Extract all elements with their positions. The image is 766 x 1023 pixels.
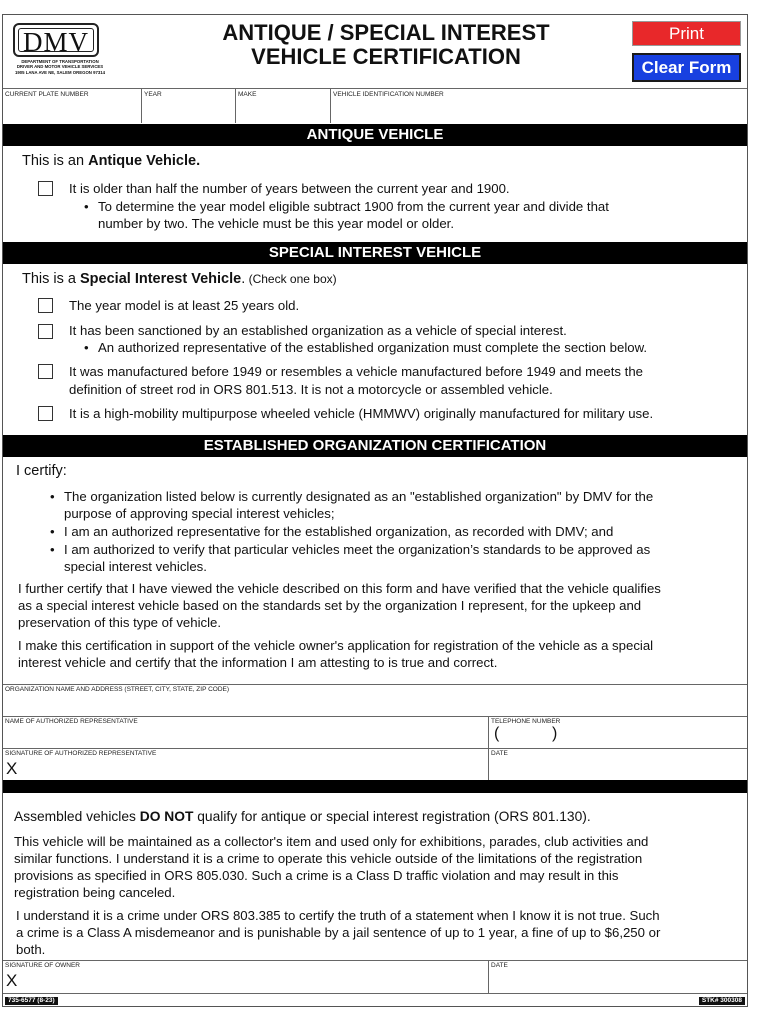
antique-intro: This is an Antique Vehicle.: [22, 153, 201, 169]
divider: [3, 960, 747, 961]
telephone-close-paren: ): [552, 725, 558, 742]
org-name-address-field[interactable]: [4, 695, 746, 715]
rep-name-label: NAME OF AUTHORIZED REPRESENTATIVE: [5, 718, 138, 725]
antique-section-header: ANTIQUE VEHICLE: [3, 124, 747, 146]
antique-bullet-line2: number by two. The vehicle must be this year model or older.: [98, 216, 454, 231]
owner-paragraph2-line1: I understand it is a crime under ORS 803.385 to certify the truth of a statement when I know it is not true. Such: [16, 908, 660, 923]
special-intro: This is a Special Interest Vehicle. (Check one box): [22, 271, 337, 287]
special-checkbox-street-rod[interactable]: [38, 364, 53, 379]
make-field[interactable]: [236, 100, 329, 122]
owner-paragraph1-line4: registration being canceled.: [14, 885, 176, 900]
certify-bullet1-line1: • The organization listed below is currently designated as an "established organization" by DMV for the: [64, 488, 653, 505]
section-separator-bar: [3, 780, 747, 793]
divider: [488, 960, 489, 993]
divider: [3, 88, 747, 89]
owner-date-field[interactable]: [490, 971, 746, 992]
rep-signature-label: SIGNATURE OF AUTHORIZED REPRESENTATIVE: [5, 750, 157, 757]
divider: [3, 748, 747, 749]
special-option2-bullet: • An authorized representative of the established organization must complete the section below.: [98, 339, 647, 356]
clear-form-button[interactable]: Clear Form: [632, 53, 741, 82]
certify-paragraph2-line2: interest vehicle and certify that the information I am attesting to is true and correct.: [18, 655, 498, 670]
telephone-label: TELEPHONE NUMBER: [491, 718, 561, 725]
print-button[interactable]: Print: [632, 21, 741, 46]
certify-paragraph1-line1: I further certify that I have viewed the vehicle described on this form and have verified that the vehicle qualifies: [18, 581, 661, 596]
owner-paragraph1-line2: similar functions. I understand it is a crime to operate this vehicle outside of the limitations of the registration: [14, 851, 643, 866]
certify-heading: I certify:: [16, 463, 67, 479]
antique-option-text: It is older than half the number of years between the current year and 1900.: [69, 181, 510, 196]
rep-name-field[interactable]: [4, 727, 487, 747]
special-section-header: SPECIAL INTEREST VEHICLE: [3, 242, 747, 264]
special-checkbox-hmmwv[interactable]: [38, 406, 53, 421]
certify-bullet2: • I am an authorized representative for the established organization, as recorded with DMV; and: [64, 523, 613, 540]
special-option4-text: It is a high-mobility multipurpose wheeled vehicle (HMMWV) originally manufactured for military use.: [69, 406, 654, 421]
certify-bullet3-line1: • I am authorized to verify that particular vehicles meet the organization’s standards to be approved as: [64, 541, 650, 558]
owner-paragraph2-line2: a crime is a Class A misdemeanor and is punishable by a jail sentence of up to 1 year, a fine of up to $6,250 or: [16, 925, 661, 940]
owner-signature-x: X: [6, 971, 18, 990]
rep-date-field[interactable]: [490, 759, 746, 779]
telephone-open-paren: (: [494, 725, 500, 742]
owner-paragraph1-line3: provisions as specified in ORS 805.030. Such a crime is a Class D traffic violation and may result in this: [14, 868, 619, 883]
antique-bullet-line1: • To determine the year model eligible subtract 1900 from the current year and divide that: [98, 198, 609, 215]
rep-date-label: DATE: [491, 750, 508, 757]
form-number: 735-6577 (8-23): [5, 997, 58, 1005]
dmv-logo-text: DMV: [18, 28, 94, 52]
form-page: [2, 14, 748, 1007]
certify-bullet1-line2: purpose of approving special interest vehicles;: [64, 506, 335, 521]
certify-bullet3-line2: special interest vehicles.: [64, 559, 207, 574]
owner-paragraph1-line1: This vehicle will be maintained as a collector's item and used only for exhibitions, parades, club activities and: [14, 834, 649, 849]
special-checkbox-25-years[interactable]: [38, 298, 53, 313]
owner-signature-label: SIGNATURE OF OWNER: [5, 962, 80, 969]
special-option1-text: The year model is at least 25 years old.: [69, 298, 300, 313]
dmv-logo: [13, 23, 99, 57]
owner-date-label: DATE: [491, 962, 508, 969]
plate-number-label: CURRENT PLATE NUMBER: [5, 91, 89, 98]
vin-field[interactable]: [331, 100, 746, 122]
rep-signature-field[interactable]: [21, 759, 487, 779]
certify-paragraph2-line1: I make this certification in support of the vehicle owner's application for registration of the vehicle as a special: [18, 638, 654, 653]
owner-paragraph2-line3: both.: [16, 942, 46, 957]
certify-paragraph1-line2: as a special interest vehicle based on the standards set by the organization I represent, for the upkeep and: [18, 598, 642, 613]
certify-paragraph1-line3: preservation of this type of vehicle.: [18, 615, 222, 630]
special-option2-text: It has been sanctioned by an established organization as a vehicle of special interest.: [69, 323, 567, 338]
year-field[interactable]: [142, 100, 234, 122]
agency-address: DEPARTMENT OF TRANSPORTATION DRIVER AND MOTOR VEHICLE SERVICES 1905 LANA AVE NE, SALEM OREGON 97314: [14, 59, 106, 75]
org-name-address-label: ORGANIZATION NAME AND ADDRESS (STREET, CITY, STATE, ZIP CODE): [5, 686, 230, 693]
form-title: ANTIQUE / SPECIAL INTEREST VEHICLE CERTIFICATION: [222, 20, 550, 69]
special-option3-line2: definition of street rod in ORS 801.513. It is not a motorcycle or assembled vehicle.: [69, 382, 553, 397]
organization-section-header: ESTABLISHED ORGANIZATION CERTIFICATION: [3, 435, 747, 457]
vin-label: VEHICLE IDENTIFICATION NUMBER: [333, 91, 444, 98]
telephone-field[interactable]: [503, 727, 746, 747]
divider: [3, 716, 747, 717]
plate-number-field[interactable]: [4, 100, 140, 122]
antique-checkbox[interactable]: [38, 181, 53, 196]
stock-number: STK# 300308: [699, 997, 745, 1005]
year-label: YEAR: [144, 91, 162, 98]
divider: [3, 684, 747, 685]
assembled-notice: Assembled vehicles DO NOT qualify for antique or special interest registration (ORS 801.130).: [14, 809, 591, 824]
special-option3-line1: It was manufactured before 1949 or resembles a vehicle manufactured before 1949 and meets the: [69, 364, 643, 379]
rep-signature-x: X: [6, 759, 18, 778]
owner-signature-field[interactable]: [21, 971, 487, 992]
make-label: MAKE: [238, 91, 257, 98]
divider: [3, 993, 747, 994]
special-checkbox-sanctioned[interactable]: [38, 324, 53, 339]
